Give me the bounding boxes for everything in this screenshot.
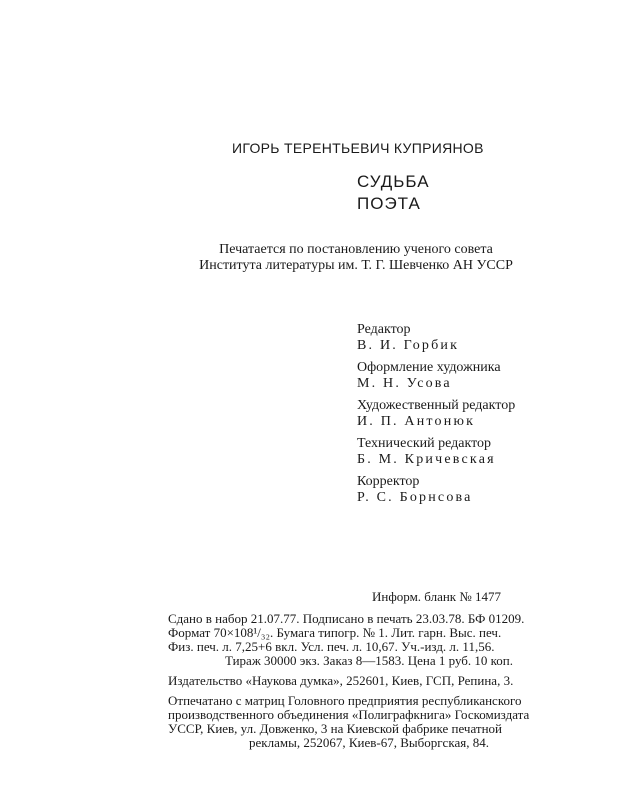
book-title (357, 171, 430, 215)
author-name: ИГОРЬ ТЕРЕНТЬЕВИЧ КУПРИЯНОВ (232, 140, 484, 156)
printer-line-2: производственного объединения «Полиграфкнига» Госкомиздата (168, 707, 530, 722)
credit-role: Корректор (357, 474, 420, 489)
approval-line-2: Института литературы им. Т. Г. Шевченко АН УССР (199, 258, 513, 273)
credit-tech-editor (357, 436, 515, 468)
approval-note (186, 242, 526, 274)
credit-editor (357, 322, 515, 354)
credit-role: Художественный редактор (357, 398, 516, 413)
imprint-line-4: Тираж 30000 экз. Заказ 8—1583. Цена 1 руб. 10 коп. (224, 653, 513, 668)
printer-line-1: Отпечатано с матриц Головного предприятия республиканского (168, 693, 522, 708)
credits-list (357, 322, 515, 512)
imprint-block (168, 612, 570, 750)
imprint-line-1: Сдано в набор 21.07.77. Подписано в печать 23.03.78. БФ 01209. (168, 611, 525, 626)
credit-role: Технический редактор (357, 436, 492, 451)
credit-role: Редактор (357, 322, 411, 337)
credit-person: Б. М. Кричевская (357, 452, 496, 467)
form-number: Информ. бланк № 1477 (372, 589, 502, 604)
book-title-line-1: СУДЬБА (357, 172, 430, 191)
imprint-line-3: Физ. печ. л. 7,25+6 вкл. Усл. печ. л. 10,67. Уч.-изд. л. 11,56. (168, 639, 495, 654)
credit-proofreader (357, 474, 515, 506)
credit-art-editor (357, 398, 515, 430)
credit-person: Р. С. Борнсова (357, 490, 473, 505)
printer-line-4: рекламы, 252067, Киев-67, Выборгская, 84. (249, 735, 489, 750)
credit-person: В. И. Горбик (357, 338, 460, 353)
book-title-line-2: ПОЭТА (357, 194, 421, 213)
credit-designer (357, 360, 515, 392)
approval-line-1: Печатается по постановлению ученого совета (219, 242, 493, 257)
printer-line-3: УССР, Киев, ул. Довженко, 3 на Киевской фабрике печатной (168, 721, 502, 736)
imprint-line-2: Формат 70×108¹/₃₂. Бумага типогр. № 1. Лит. гарн. Выс. печ. (168, 625, 502, 640)
credit-person: М. Н. Усова (357, 376, 452, 391)
credit-role: Оформление художника (357, 360, 501, 375)
publisher-line: Издательство «Наукова думка», 252601, Киев, ГСП, Репина, 3. (168, 673, 514, 688)
credit-person: И. П. Антонюк (357, 414, 476, 429)
